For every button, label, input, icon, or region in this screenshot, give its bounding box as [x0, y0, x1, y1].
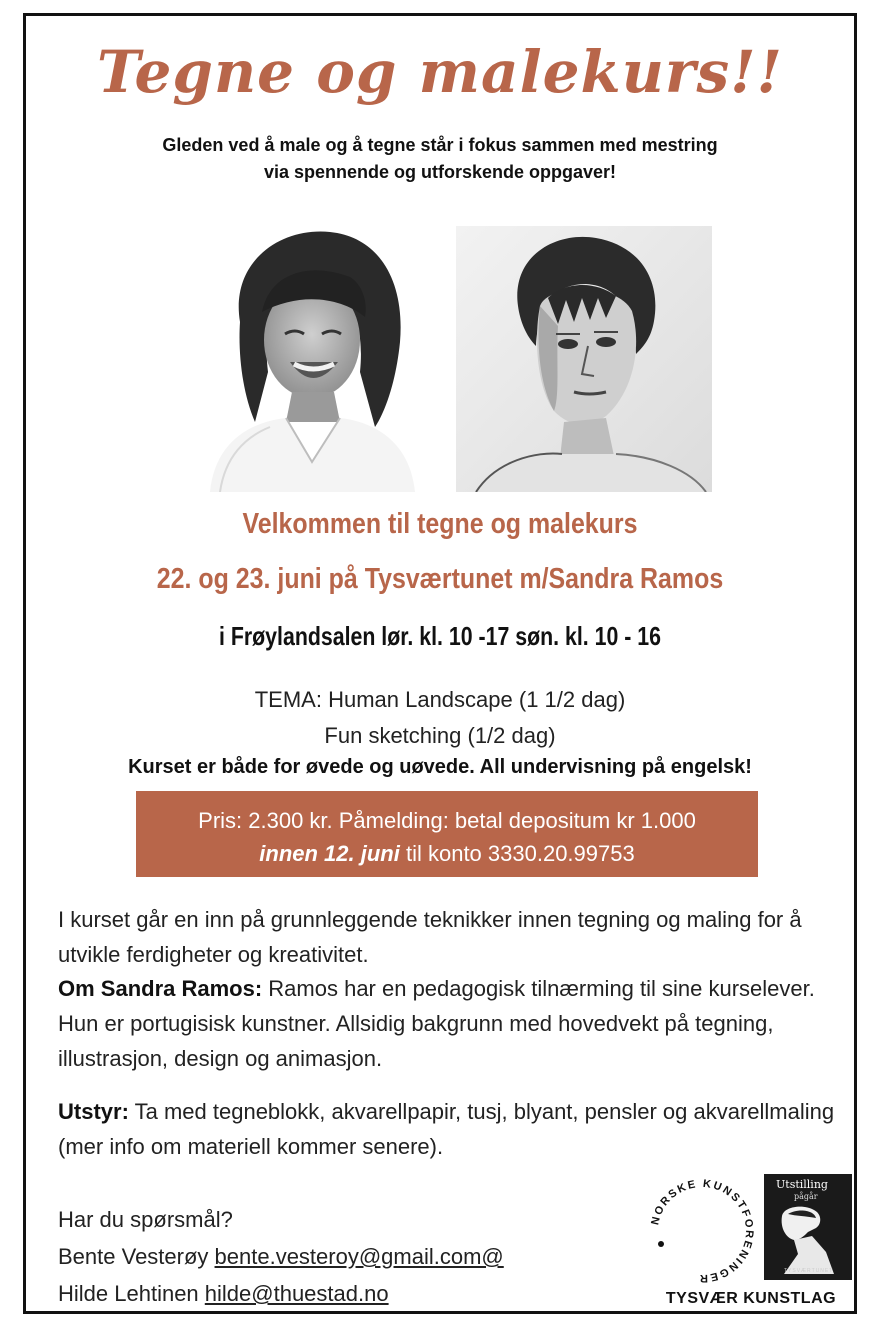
norske-kunstforeninger-logo: [643, 1172, 761, 1290]
poster-title: Tegne og malekurs!!: [96, 38, 784, 106]
contact-question: Har du spørsmål?: [58, 1207, 233, 1232]
exhibit-footer: TYSVÆRTUNET: [784, 1268, 834, 1274]
intro-line-1: Gleden ved å male og å tegne står i fokus sammen med mestring: [162, 135, 718, 155]
equipment-label: Utstyr:: [58, 1099, 129, 1124]
intro-text: [26, 132, 854, 186]
contact-person-2: [58, 1275, 504, 1312]
price-deadline: innen 12. juni: [259, 841, 400, 866]
theme-block: [26, 682, 854, 754]
theme-line-2: Fun sketching (1/2 dag): [324, 723, 556, 748]
price-account: til konto 3330.20.99753: [399, 841, 635, 866]
description-paragraph: I kurset går en inn på grunnleggende teknikker innen tegning og maling for å utvikle ferdigheter og kreativitet.: [58, 907, 802, 967]
headline-line-1: Velkommen til tegne og malekurs: [242, 508, 638, 540]
headline-line-2: 22. og 23. juni på Tysværtunet m/Sandra Ramos: [156, 563, 724, 595]
contact-1-name: Bente Vesterøy: [58, 1244, 215, 1269]
drawing-portrait: [456, 226, 712, 492]
contact-2-email-link[interactable]: hilde@thuestad.no: [204, 1281, 389, 1306]
price-line-2: [136, 837, 758, 870]
audience-note: Kurset er både for øvede og uøvede. All undervisning på engelsk!: [128, 756, 752, 778]
logo-ring-text: NORSKE KUNSTFORENINGER: [649, 1177, 756, 1285]
contact-1-email-link[interactable]: bente.vesteroy@gmail.com@: [214, 1244, 504, 1269]
svg-text:NORSKE KUNSTFORENINGER: [649, 1178, 755, 1284]
contact-2-name: Hilde Lehtinen: [58, 1281, 205, 1306]
equipment-text: Ta med tegneblokk, akvarellpapir, tusj, blyant, pensler og akvarellmaling (mer info om materiell kommer senere).: [58, 1099, 835, 1159]
contact-block: [58, 1201, 504, 1312]
exhibition-logo: [764, 1174, 852, 1280]
contact-person-1: [58, 1238, 504, 1275]
about-paragraph: [58, 971, 838, 1076]
intro-line-2: via spennende og utforskende oppgaver!: [263, 162, 617, 182]
exhibit-line-2: pågår: [794, 1192, 818, 1201]
exhibit-line-1: Utstilling: [776, 1178, 828, 1191]
price-box: [136, 791, 758, 877]
organization-name: TYSVÆR KUNSTLAG: [665, 1290, 837, 1307]
poster-frame: [23, 13, 857, 1314]
instructor-photo: [200, 222, 422, 492]
price-line-1: Pris: 2.300 kr. Påmelding: betal depositum kr 1.000: [198, 808, 696, 833]
theme-line-1: TEMA: Human Landscape (1 1/2 dag): [254, 687, 626, 712]
about-label: Om Sandra Ramos:: [58, 976, 263, 1001]
venue-schedule: i Frøylandsalen lør. kl. 10 -17 søn. kl. 10 - 16: [218, 621, 661, 651]
equipment-paragraph: [58, 1094, 838, 1164]
about-text: Ramos har en pedagogisk tilnærming til sine kurselever. Hun er portugisisk kunstner. Allsidig bakgrunn med hovedvekt på tegning, illustrasjon, design og animasjon.: [58, 976, 815, 1071]
